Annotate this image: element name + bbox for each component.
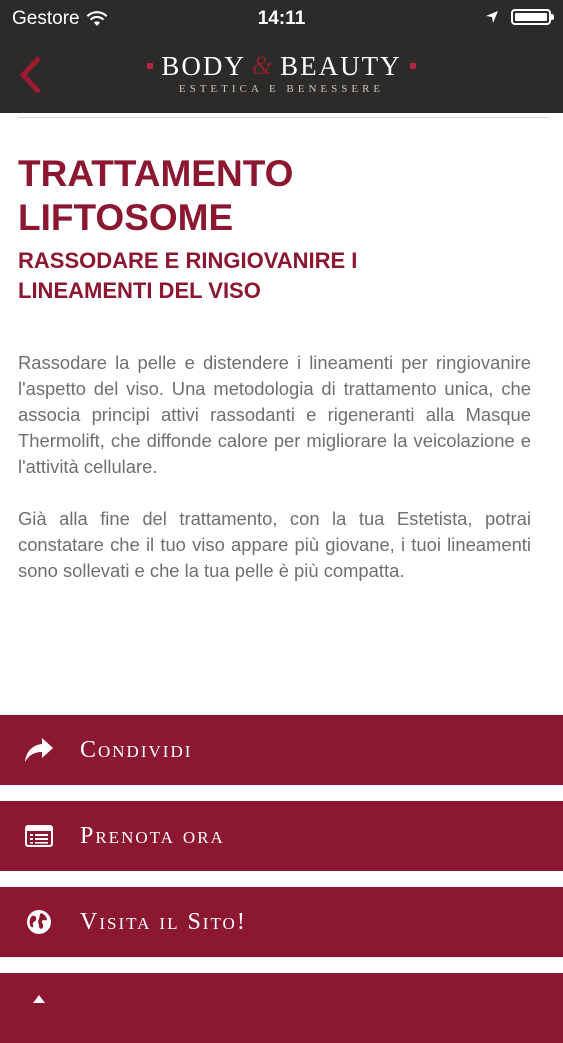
description-paragraph-2: Già alla fine del trattamento, con la tua Estetista, potrai constatare che il tuo viso appare più giovane, i tuoi lineamenti sono sollevati e che la tua pelle è più compatta. bbox=[18, 508, 531, 581]
title-line-2: LIFTOSOME bbox=[18, 197, 234, 238]
logo-ampersand: & bbox=[251, 51, 275, 80]
battery-fill bbox=[515, 13, 547, 21]
logo-wordmark bbox=[147, 50, 415, 82]
app-header bbox=[0, 0, 563, 113]
globe-icon bbox=[24, 907, 54, 937]
share-arrow-icon bbox=[24, 735, 54, 765]
location-arrow-icon bbox=[485, 10, 499, 24]
visit-website-label: Visita il Sito! bbox=[80, 908, 247, 935]
logo-word-body: BODY bbox=[161, 51, 246, 81]
next-action-button[interactable] bbox=[0, 973, 563, 1043]
share-button[interactable] bbox=[0, 715, 563, 785]
book-now-label: Prenota ora bbox=[80, 822, 225, 849]
subtitle-line-2: LINEAMENTI DEL VISO bbox=[18, 278, 261, 303]
carrier-name: Gestore bbox=[12, 8, 80, 29]
article-content bbox=[18, 152, 531, 584]
subtitle-line-1: RASSODARE E RINGIOVANIRE I bbox=[18, 248, 358, 273]
logo-word-beauty: BEAUTY bbox=[280, 51, 402, 81]
description-paragraph-1: Rassodare la pelle e distendere i lineamenti per ringiovanire l'aspetto del viso. Una metodologia di trattamento unica, che associa principi attivi rassodanti e rigeneranti alla Masque Thermolift, che diffonde calore per migliorare la veicolazione e l'attività cellulare. bbox=[18, 352, 531, 477]
status-bar bbox=[0, 0, 563, 38]
status-right bbox=[485, 9, 551, 25]
visit-website-button[interactable] bbox=[0, 887, 563, 957]
share-label: Condividi bbox=[80, 736, 193, 763]
partial-icon bbox=[24, 985, 54, 1015]
page-title bbox=[18, 152, 531, 240]
logo-dot-right bbox=[410, 63, 416, 69]
book-now-button[interactable] bbox=[0, 801, 563, 871]
brand-logo bbox=[0, 50, 563, 95]
clock: 14:11 bbox=[257, 8, 306, 29]
calendar-list-icon bbox=[24, 821, 54, 851]
title-line-1: TRATTAMENTO bbox=[18, 153, 294, 194]
page-subtitle bbox=[18, 246, 531, 306]
logo-tagline: ESTETICA E BENESSERE bbox=[178, 83, 385, 95]
logo-dot-left bbox=[147, 63, 153, 69]
header-divider bbox=[18, 117, 548, 118]
battery-icon bbox=[511, 9, 551, 25]
